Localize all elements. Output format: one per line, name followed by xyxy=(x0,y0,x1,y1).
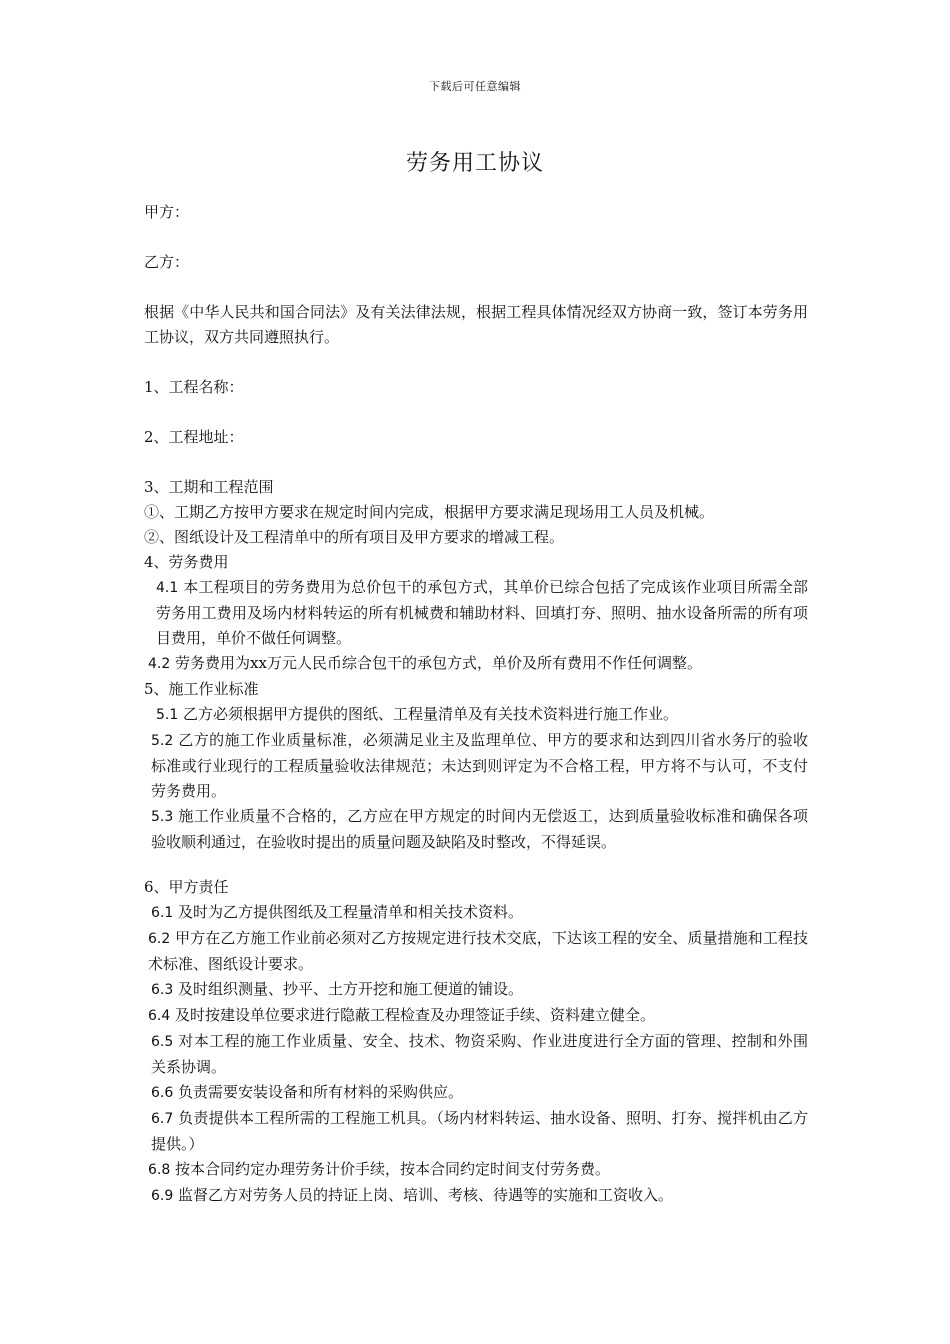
clause-6-4 xyxy=(144,1003,808,1029)
clause-number: 6.2 xyxy=(148,931,171,947)
section-4-heading: 4、劳务费用 xyxy=(144,553,229,571)
section-1-project-name: 1、工程名称： xyxy=(144,378,244,396)
clause-6-7 xyxy=(144,1106,808,1157)
section-3 xyxy=(144,475,808,550)
clause-number: 6.9 xyxy=(151,1188,174,1204)
clause-text: 及时为乙方提供图纸及工程量清单和相关技术资料。 xyxy=(178,903,524,921)
clause-6-9 xyxy=(144,1183,808,1209)
section-5-heading: 5、施工作业标准 xyxy=(144,680,259,698)
clause-text: 及时组织测量、抄平、土方开挖和施工便道的铺设。 xyxy=(178,980,524,998)
section-5 xyxy=(144,677,808,855)
clause-5-3 xyxy=(144,804,808,855)
clause-text: 施工作业质量不合格的，乙方应在甲方规定的时间内无偿返工，达到质量验收标准和确保各项验收顺利通过，在验收时提出的质量问题及缺陷及时整改，不得延误。 xyxy=(151,807,808,851)
clause-number: 4.1 xyxy=(156,580,179,596)
section-2-project-address: 2、工程地址： xyxy=(144,428,244,446)
header-note: 下载后可任意编辑 xyxy=(429,80,521,93)
clause-6-5 xyxy=(144,1029,808,1080)
clause-number: 6.8 xyxy=(148,1162,171,1178)
clause-number: 6.4 xyxy=(148,1008,171,1024)
clause-number: 6.7 xyxy=(151,1111,174,1127)
section-4 xyxy=(144,550,808,677)
clause-number: 6.3 xyxy=(151,982,174,998)
clause-text: 甲方在乙方施工作业前必须对乙方按规定进行技术交底，下达该工程的安全、质量措施和工程技术标准、图纸设计要求。 xyxy=(148,929,808,973)
clause-6-3 xyxy=(144,977,808,1003)
clause-6-1 xyxy=(144,900,808,926)
section-3-item-2: ②、图纸设计及工程清单中的所有项目及甲方要求的增减工程。 xyxy=(144,528,565,546)
clause-number: 6.1 xyxy=(151,905,174,921)
clause-number: 5.2 xyxy=(151,733,174,749)
party-a-label: 甲方： xyxy=(144,203,190,221)
clause-text: 按本合同约定办理劳务计价手续，按本合同约定时间支付劳务费。 xyxy=(175,1160,611,1178)
clause-text: 负责需要安装设备和所有材料的采购供应。 xyxy=(178,1083,464,1101)
clause-text: 负责提供本工程所需的工程施工机具。（场内材料转运、抽水设备、照明、打夯、搅拌机由乙方提供。） xyxy=(151,1109,808,1153)
clause-text: 劳务费用为xx万元人民币综合包干的承包方式，单价及所有费用不作任何调整。 xyxy=(175,654,702,672)
preamble-paragraph: 根据《中华人民共和国合同法》及有关法律法规，根据工程具体情况经双方协商一致，签订本劳务用工协议，双方共同遵照执行。 xyxy=(144,303,808,346)
document-title: 劳务用工协议 xyxy=(405,151,544,176)
clause-text: 乙方必须根据甲方提供的图纸、工程量清单及有关技术资料进行施工作业。 xyxy=(183,705,679,723)
clause-text: 本工程项目的劳务费用为总价包干的承包方式，其单价已综合包括了完成该作业项目所需全部劳务用工费用及场内材料转运的所有机械费和辅助材料、回填打夯、照明、抽水设备所需的所有项目费用，单价不做任何调整。 xyxy=(156,578,808,647)
section-6-heading: 6、甲方责任 xyxy=(144,878,229,896)
clause-6-2 xyxy=(144,926,808,977)
section-3-item-1: ①、工期乙方按甲方要求在规定时间内完成，根据甲方要求满足现场用工人员及机械。 xyxy=(144,503,715,521)
clause-6-8 xyxy=(144,1157,808,1183)
clause-text: 乙方的施工作业质量标准，必须满足业主及监理单位、甲方的要求和达到四川省水务厅的验收标准或行业现行的工程质量验收法律规范；未达到则评定为不合格工程，甲方将不与认可，不支付劳务费用。 xyxy=(151,731,808,800)
clause-4-1 xyxy=(144,575,808,651)
clause-4-2 xyxy=(144,651,808,677)
clause-6-6 xyxy=(144,1080,808,1106)
section-6 xyxy=(144,875,808,1209)
party-b-label: 乙方： xyxy=(144,253,190,271)
clause-text: 对本工程的施工作业质量、安全、技术、物资采购、作业进度进行全方面的管理、控制和外围关系协调。 xyxy=(151,1032,808,1076)
clause-number: 5.1 xyxy=(156,707,179,723)
clause-5-1 xyxy=(144,702,808,728)
clause-number: 6.5 xyxy=(151,1034,174,1050)
section-3-heading: 3、工期和工程范围 xyxy=(144,478,274,496)
clause-number: 4.2 xyxy=(148,656,171,672)
document-body xyxy=(144,200,808,1209)
clause-text: 监督乙方对劳务人员的持证上岗、培训、考核、待遇等的实施和工资收入。 xyxy=(178,1186,674,1204)
clause-text: 及时按建设单位要求进行隐蔽工程检查及办理签证手续、资料建立健全。 xyxy=(175,1006,656,1024)
clause-number: 5.3 xyxy=(151,809,174,825)
clause-number: 6.6 xyxy=(151,1085,174,1101)
clause-5-2 xyxy=(144,728,808,804)
